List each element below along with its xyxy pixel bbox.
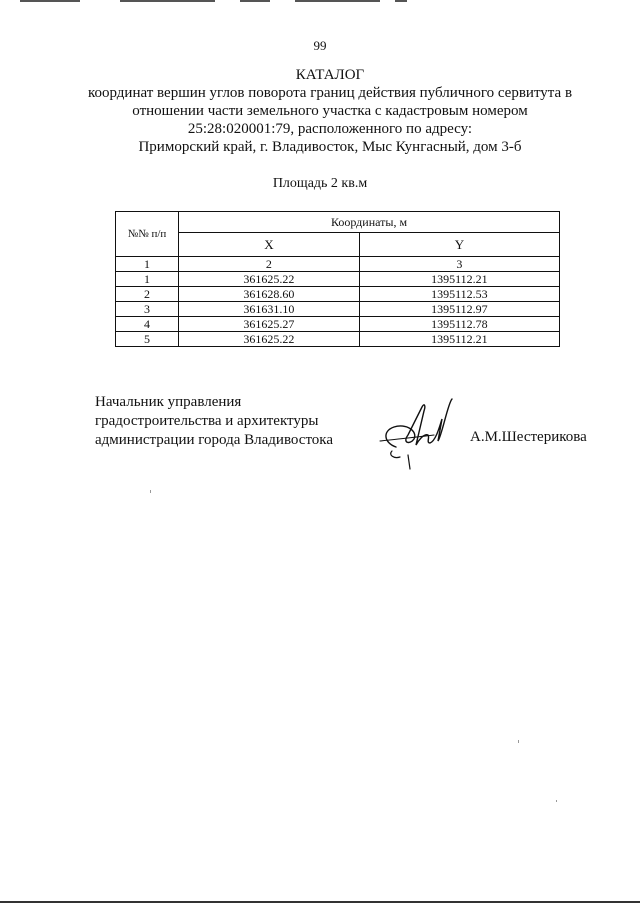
table-axis-row	[116, 233, 560, 257]
point-number: 4	[116, 317, 179, 332]
signatory-role-line-3: администрации города Владивостока	[95, 432, 334, 448]
point-number: 1	[116, 272, 179, 287]
page-number: 99	[313, 38, 327, 53]
coordinates-table	[115, 211, 560, 347]
x-value: 361625.22	[179, 272, 360, 287]
y-column-header: Y	[359, 233, 559, 257]
x-value: 361625.27	[179, 317, 360, 332]
scan-speck	[518, 740, 519, 743]
table-row	[116, 272, 560, 287]
x-column-header: X	[179, 233, 360, 257]
title-line-2: отношении части земельного участка с кадастровым номером	[132, 103, 528, 119]
scan-speck	[150, 490, 151, 493]
handwritten-signature	[378, 395, 468, 475]
title-line-1: координат вершин углов поворота границ действия публичного сервитута в	[87, 85, 573, 101]
signatory-role	[95, 393, 333, 450]
index-cell: 1	[116, 257, 179, 272]
y-value: 1395112.21	[359, 272, 559, 287]
x-value: 361631.10	[179, 302, 360, 317]
index-cell: 2	[179, 257, 360, 272]
table-row	[116, 302, 560, 317]
x-value: 361628.60	[179, 287, 360, 302]
document-title: КАТАЛОГ	[295, 67, 365, 83]
table-row	[116, 317, 560, 332]
signatory-name: А.М.Шестерикова	[470, 429, 587, 445]
y-value: 1395112.78	[359, 317, 559, 332]
y-value: 1395112.53	[359, 287, 559, 302]
x-value: 361625.22	[179, 332, 360, 347]
title-line-4: Приморский край, г. Владивосток, Мыс Кунгасный, дом 3-б	[138, 139, 522, 155]
area-label: Площадь 2 кв.м	[272, 176, 368, 191]
num-column-header: №№ п/п	[116, 212, 179, 257]
point-number: 3	[116, 302, 179, 317]
point-number: 5	[116, 332, 179, 347]
table-header-row	[116, 212, 560, 233]
index-cell: 3	[359, 257, 559, 272]
signatory-role-line-2: градостроительства и архитектуры	[95, 413, 319, 429]
table-index-row	[116, 257, 560, 272]
table-row	[116, 287, 560, 302]
table-row	[116, 332, 560, 347]
y-value: 1395112.21	[359, 332, 559, 347]
point-number: 2	[116, 287, 179, 302]
y-value: 1395112.97	[359, 302, 559, 317]
scan-speck	[556, 800, 557, 802]
document-title-block	[60, 66, 600, 156]
coordinates-group-header: Координаты, м	[179, 212, 560, 233]
scan-artifact-bottom	[0, 901, 640, 903]
signatory-role-line-1: Начальник управления	[95, 394, 242, 410]
scan-artifact-top	[0, 0, 640, 3]
title-line-3: 25:28:020001:79, расположенного по адресу:	[187, 121, 473, 137]
